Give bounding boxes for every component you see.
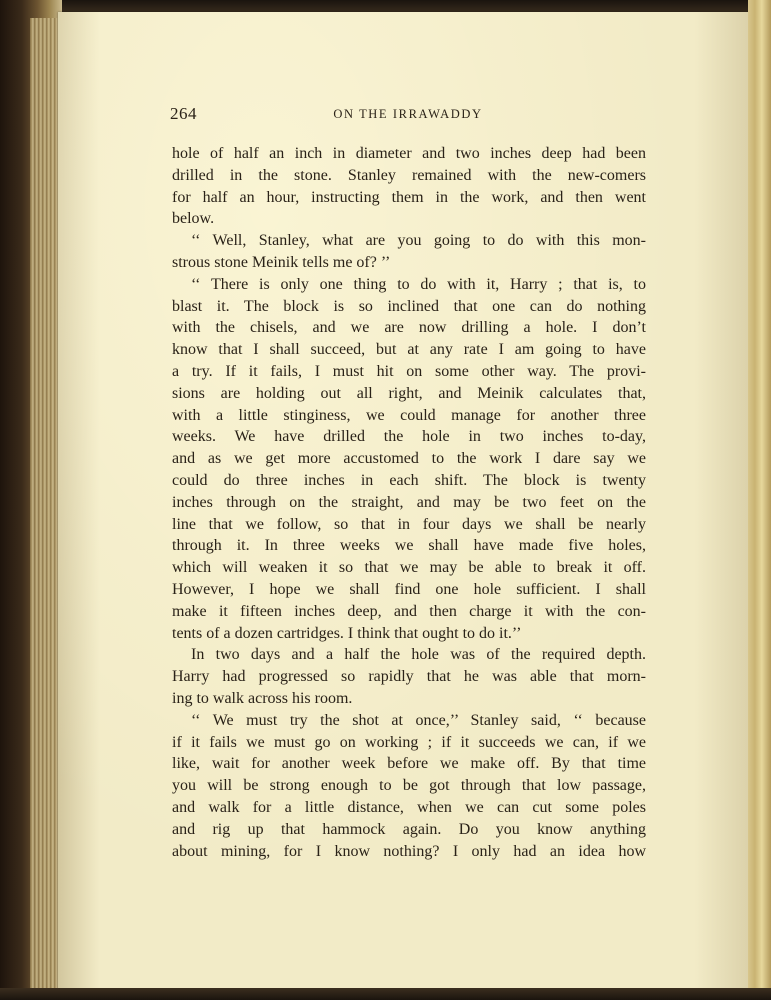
page-header (170, 104, 646, 128)
text-line: ‘‘ There is only one thing to do with it, Harry ; that is, to (191, 275, 646, 293)
text-line: could do three inches in each shift. The block is twenty (172, 471, 646, 489)
text-line: Harry had progressed so rapidly that he was able that morn- (172, 668, 646, 686)
text-line: like, wait for another week before we make off. By that time (172, 755, 646, 773)
text-line: and as we get more accustomed to the work I dare say we (172, 450, 646, 468)
text-line: In two days and a half the hole was of the required depth. (191, 646, 646, 664)
text-line: strous stone Meinik tells me of? ’’ (172, 253, 391, 271)
text-line: with the chisels, and we are now drilling a hole. I don’t (172, 319, 646, 337)
text-line: which will weaken it so that we may be able to break it off. (172, 559, 646, 577)
text-line: blast it. The block is so inclined that one can do nothing (172, 297, 646, 315)
text-line: ing to walk across his room. (172, 689, 353, 707)
book-cover-bottom (0, 988, 771, 1000)
text-line: hole of half an inch in diameter and two inches deep had been (172, 145, 646, 162)
text-line: and walk for a little distance, when we can cut some poles (172, 798, 646, 816)
text-line: if it fails we must go on working ; if it succeeds we can, if we (172, 733, 646, 751)
text-line: and rig up that hammock again. Do you know anything (172, 820, 646, 838)
text-line: for half an hour, instructing them in the work, and then went (172, 188, 646, 206)
page-number: 264 (170, 104, 197, 123)
text-line: about mining, for I know nothing? I only had an idea how (172, 842, 646, 860)
text-line: ‘‘ We must try the shot at once,’’ Stanley said, ‘‘ because (191, 711, 646, 729)
text-line: line that we follow, so that in four days we shall be nearly (172, 515, 646, 533)
text-line: inches through on the straight, and may be two feet on the (172, 493, 646, 511)
text-line: know that I shall succeed, but at any rate I am going to have (172, 341, 646, 359)
text-line: drilled in the stone. Stanley remained with the new-comers (172, 166, 646, 184)
text-line: weeks. We have drilled the hole in two inches to-day, (172, 428, 646, 446)
text-line: through it. In three weeks we shall have made five holes, (172, 537, 646, 555)
text-line: sions are holding out all right, and Meinik calculates that, (172, 384, 646, 402)
text-line: a try. If it fails, I must hit on some other way. The provi- (172, 362, 646, 380)
body-text (172, 143, 646, 862)
text-line: with a little stinginess, we could manage for another three (172, 406, 646, 424)
text-line: make it fifteen inches deep, and then charge it with the con- (172, 602, 646, 620)
text-line: below. (172, 210, 215, 228)
text-line: tents of a dozen cartridges. I think that ought to do it.’’ (172, 624, 522, 642)
text-line: However, I hope we shall find one hole sufficient. I shall (172, 580, 646, 598)
book-binding-right (748, 0, 771, 1000)
running-head: ON THE IRRAWADDY (333, 107, 483, 121)
text-line: ‘‘ Well, Stanley, what are you going to do with this mon- (191, 232, 646, 250)
text-line: you will be strong enough to be got through that low passage, (172, 777, 646, 795)
